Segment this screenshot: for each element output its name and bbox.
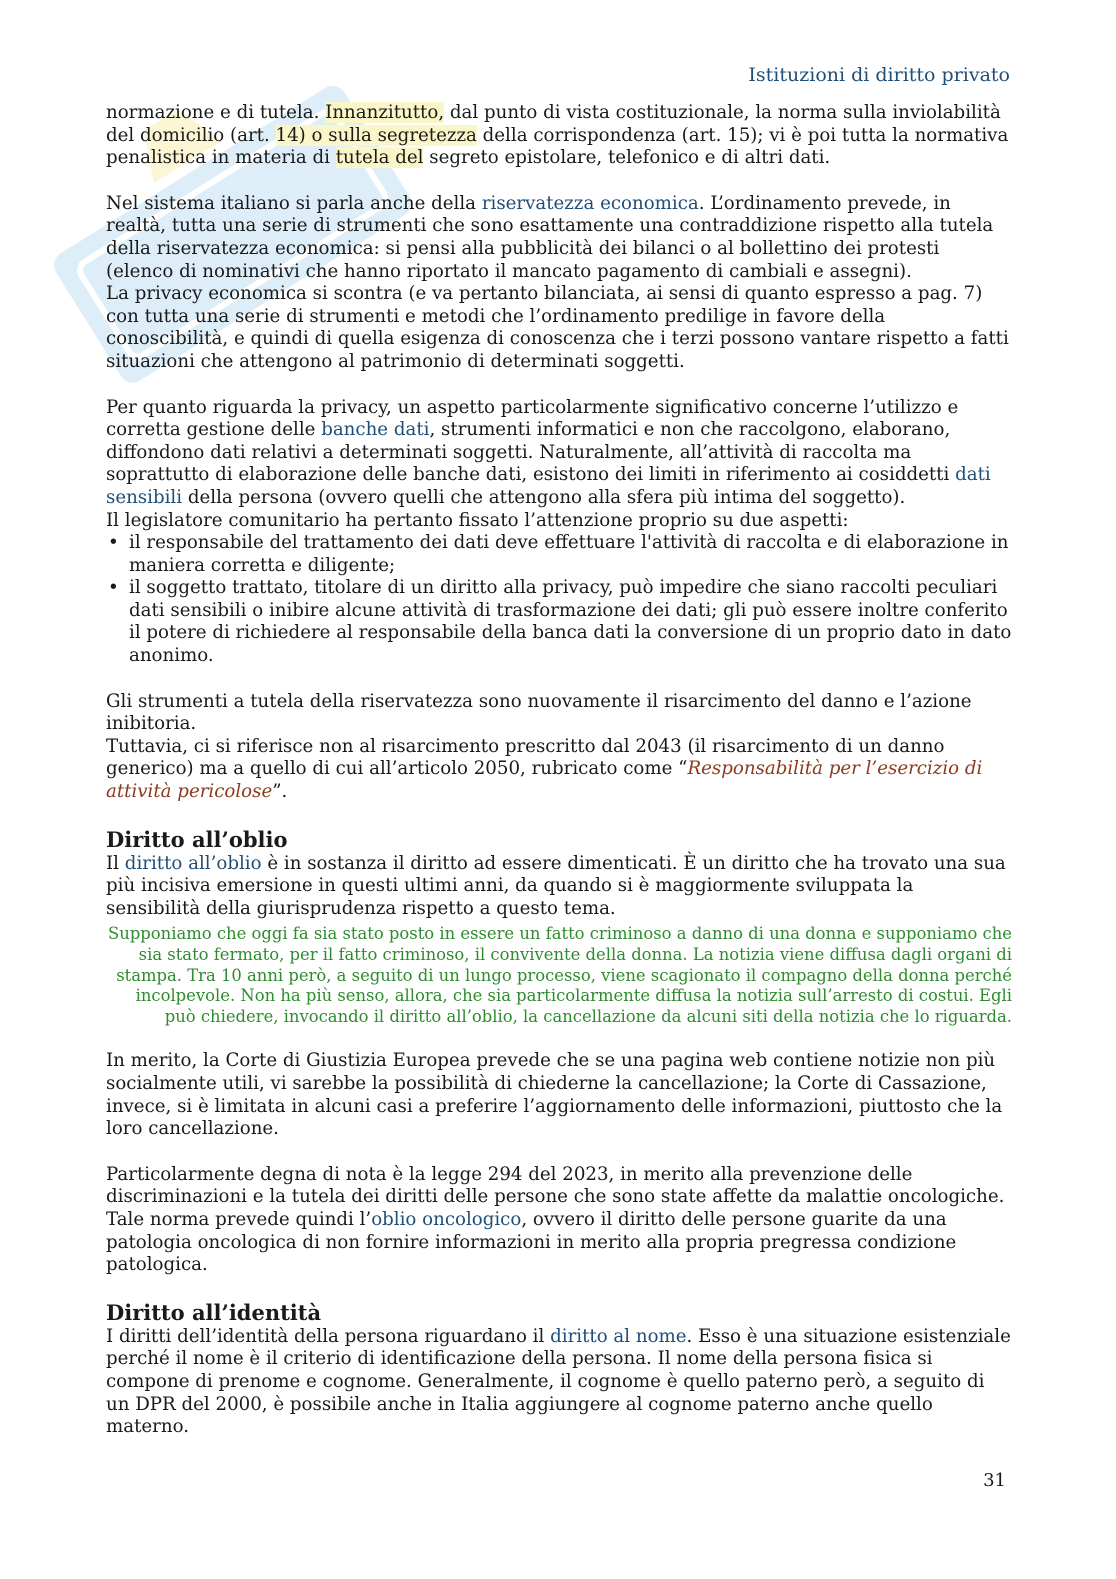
paragraph-oblio-oncologico: Tale norma prevede quindi l’oblio oncologico, ovvero il diritto delle persone guarite da una patologia oncologica di non fornire informazioni in merito alla propria pregressa condizione patologica.	[106, 1208, 957, 1276]
paragraph-strumenti-tutela: Gli strumenti a tutela della riservatezza sono nuovamente il risarcimento del danno e l’azione inibitoria.	[106, 690, 972, 735]
term-diritto-nome: diritto al nome	[550, 1325, 687, 1347]
paragraph-risarcimento: Tuttavia, ci si riferisce non al risarcimento prescritto dal 2043 (il risarcimento di un danno generico) ma a quello di cui all’articolo 2050, rubricato come “Responsabilità per l’esercizio di attività pericolose”.	[106, 735, 983, 803]
paragraph-privacy-economica: La privacy economica si scontra (e va pertanto bilanciata, ai sensi di quanto espresso a pag. 7) con tutta una serie di strumenti e metodi che l’ordinamento predilige in favore della conoscibilità, e quindi di quella esigenza di conoscenza che i terzi possono vantare rispetto a fatti situazioni che attengono al patrimonio di determinati soggetti.	[106, 283, 1009, 372]
quoted-rubric: Responsabilità per l’esercizio di attività pericolose	[106, 758, 983, 803]
paragraph-legislatore: Il legislatore comunitario ha pertanto fissato l’attenzione proprio su due aspetti:	[106, 509, 849, 531]
list-item: • il soggetto trattato, titolare di un diritto alla privacy, può impedire che siano raccolti peculiari dati sensibili o inibire alcune attività di trasformazione dei dati; gli può essere inoltre conferito il potere di richiedere al responsabile della banca dati la conversione di un proprio dato in dato anonimo.	[106, 577, 1012, 667]
paragraph-legge-294: Particolarmente degna di nota è la legge 294 del 2023, in merito alla prevenzione delle discriminazioni e la tutela dei diritti delle persone che sono state affette da malattie oncologiche.	[106, 1163, 1005, 1208]
paragraph-corte-giustizia: In merito, la Corte di Giustizia Europea prevede che se una pagina web contiene notizie non più socialmente utili, vi sarebbe la possibilità di chiederne la cancellazione; la Corte di Cassazione, invece, si è limitata in alcuni casi a preferire l’aggiornamento delle informazioni, piuttosto che la loro cancellazione.	[106, 1050, 1003, 1140]
heading-diritto-oblio: Diritto all’oblio	[106, 826, 288, 852]
paragraph-banche-dati: Per quanto riguarda la privacy, un aspetto particolarmente significativo concerne l’utilizzo e corretta gestione delle banche dati, strumenti informatici e non che raccolgono, elaborano, diffondono dati relativi a determinati soggetti. Naturalmente, all’attività di raccolta ma soprattutto di elaborazione delle banche dati, esistono dei limiti in riferimento ai cosiddetti dati sensibili della persona (ovvero quelli che attengono alla sfera più intima del soggetto).	[106, 396, 991, 508]
term-dati-sensibili: dati sensibili	[106, 464, 991, 508]
highlighted-text: Innanzitutto,	[325, 102, 445, 123]
page-number: 31	[983, 1470, 1006, 1491]
highlighted-text: 14) o sulla segretezza	[275, 124, 477, 146]
paragraph-riservatezza-economica: Nel sistema italiano si parla anche della riservatezza economica. L’ordinamento prevede, in realtà, tutta una serie di strumenti che sono esattamente una contraddizione rispetto alla tutela della riservatezza economica: si pensi alla pubblicità dei bilanci o al bollettino dei protesti (elenco di nominativi che hanno riportato il mancato pagamento di cambiali e assegni).	[106, 192, 994, 282]
document-body	[106, 102, 1012, 1439]
paragraph-identita: I diritti dell’identità della persona riguardano il diritto al nome. Esso è una situazione esistenziale perché il nome è il criterio di identificazione della persona. Il nome della persona fisica si compone di prenome e cognome. Generalmente, il cognome è quello paterno però, a seguito di un DPR del 2000, è possibile anche in Italia aggiungere al cognome paterno anche quello materno.	[106, 1325, 1011, 1438]
term-banche-dati: banche dati	[321, 419, 430, 441]
highlighted-text: tutela del	[335, 147, 424, 169]
term-oblio-oncologico: oblio oncologico	[371, 1208, 522, 1230]
page-header-title: Istituzioni di diritto privato	[748, 64, 1010, 86]
paragraph-oblio: Il diritto all’oblio è in sostanza il diritto ad essere dimenticati. È un diritto che ha trovato una sua più incisiva emersione in questi ultimi anni, da quando si è maggiormente sviluppata la sensibilità della giurisprudenza rispetto a questo tema.	[106, 852, 1006, 919]
example-box: Supponiamo che oggi fa sia stato posto in essere un fatto criminoso a danno di una donna e supponiamo che sia stato fermato, per il fatto criminoso, il convivente della donna. La notizia viene diffusa dagli organi di stampa. Tra 10 anni però, a seguito di un lungo processo, viene scagionato il compagno della donna perché incolpevole. Non ha più senso, allora, che sia particolarmente diffusa la notizia sull’arresto di costui. Egli può chiedere, invocando il diritto all’oblio, la cancellazione da alcuni siti della notizia che lo riguarda.	[108, 924, 1012, 1026]
list-item: • il responsabile del trattamento dei dati deve effettuare l'attività di raccolta e di elaborazione in maniera corretta e diligente;	[106, 532, 1012, 577]
paragraph-tutela: normazione e di tutela. Innanzitutto, dal punto di vista costituzionale, la norma sulla inviolabilità del domicilio (art. 14) o sulla segretezza della corrispondenza (art. 15); vi è poi tutta la normativa penalistica in materia di tutela del segreto epistolare, telefonico e di altri dati.	[106, 102, 1009, 169]
term-diritto-oblio: diritto all’oblio	[124, 852, 262, 874]
bullet-list	[106, 532, 1012, 668]
term-riservatezza-economica: riservatezza economica	[481, 192, 699, 214]
heading-diritto-identita: Diritto all’identità	[106, 1299, 322, 1325]
